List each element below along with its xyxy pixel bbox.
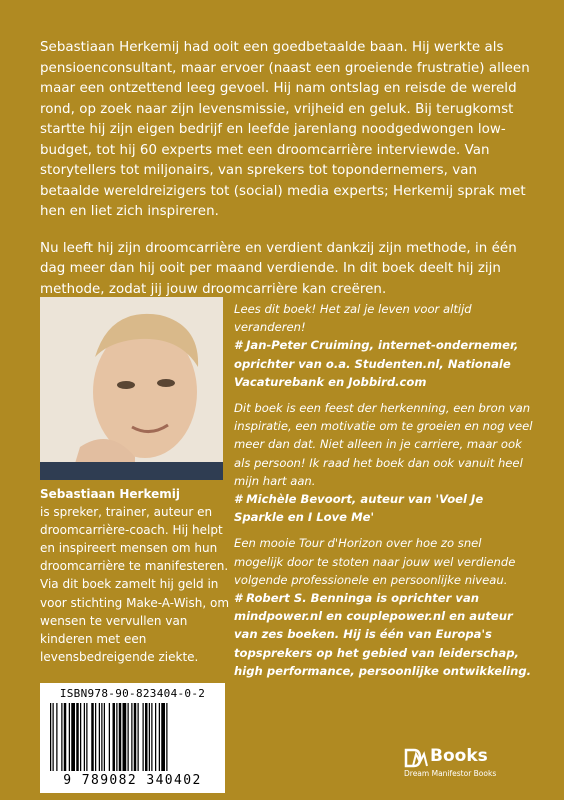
barcode-bar — [134, 703, 137, 771]
barcode-bar — [145, 703, 148, 771]
testimonial-text: Een mooie Tour d'Horizon over hoe zo snel mogelijk door te stoten naar jouw wel verdiende volgende professionele en persoonlijke niveau. — [234, 536, 516, 587]
barcode-bar — [71, 703, 75, 771]
barcode-bar — [166, 703, 167, 771]
blurb-paragraph-2: Nu leeft hij zijn droomcarrière en verdient dankzij zijn methode, in één dag meer dan hij ooit per maand verdiende. In dit boek deelt hij zijn methode, zodat jij jouw droomcarrière kan creëren. — [40, 240, 517, 297]
barcode-bar — [151, 703, 152, 771]
barcode-bar — [128, 703, 129, 771]
testimonial-attribution: # Michèle Bevoort, auteur van 'Voel Je Sparkle en I Love Me' — [234, 492, 484, 525]
back-cover-blurb — [40, 38, 530, 316]
barcode-bar — [131, 703, 132, 771]
testimonial — [234, 534, 534, 680]
barcode-bar — [119, 703, 122, 771]
testimonial-text: Lees dit boek! Het zal je leven voor altijd veranderen! — [234, 302, 472, 335]
barcode-bar — [50, 703, 51, 771]
testimonial — [234, 300, 534, 391]
publisher-logo — [404, 746, 524, 786]
barcode-bar — [101, 703, 102, 771]
testimonial-text: Dit boek is een feest der herkenning, een bron van inspiratie, een motivatie om te groeien en nog veel meer dan dat. Niet alleen in je carriere, maar ook als persoon! Ik raad het boek dan ook vanuit heel mijn hart aan. — [234, 401, 533, 488]
barcode-bar — [69, 703, 70, 771]
barcode-bar — [123, 703, 127, 771]
isbn-text: ISBN978-90-823404-0-2 — [59, 687, 206, 700]
author-name: Sebastiaan Herkemij — [40, 487, 181, 501]
testimonial-attribution: # Robert S. Benninga is oprichter van mindpower.nl en couplepower.nl en auteur van zes boeken. Hij is één van Europa's topsprekers op het gebied van leiderschap, high performance, persoonlijke ontwikkeling. — [234, 591, 532, 678]
barcode-bar — [84, 703, 85, 771]
testimonial-attribution: # Jan-Peter Cruiming, internet-ondernemer, oprichter van o.a. Studenten.nl, Nationale Vacaturebank en Jobbird.com — [234, 338, 519, 389]
barcode-bars — [50, 703, 215, 771]
barcode-bar — [159, 703, 160, 771]
barcode-bar — [143, 703, 144, 771]
dm-logo-icon — [404, 748, 428, 768]
author-photo — [40, 297, 223, 480]
barcode-bar — [138, 703, 139, 771]
ean-number: 9 789082 340402 — [63, 773, 202, 788]
author-bio-line-1: is spreker, trainer, auteur en droomcarrière-coach. Hij helpt en inspireert mensen om hun droomcarrière te manifesteren. — [40, 505, 229, 574]
barcode-bar — [80, 703, 81, 771]
barcode-bar — [99, 703, 100, 771]
barcode-bar — [161, 703, 165, 771]
barcode-bar — [61, 703, 62, 771]
author-bio-line-2: Via dit boek zamelt hij geld in voor stichting Make-A-Wish, om wensen te vervullen van kinderen met een levensbedreigende ziekte. — [40, 577, 230, 664]
barcode-bar — [155, 703, 156, 771]
publisher-tagline: Dream Manifestor Books — [404, 769, 497, 778]
publisher-brand: Books — [430, 746, 488, 766]
isbn-barcode — [40, 683, 225, 793]
barcode-bar — [109, 703, 110, 771]
barcode-bar — [53, 703, 54, 771]
barcode-bar — [149, 703, 150, 771]
barcode-bar — [113, 703, 116, 771]
blurb-paragraph-1: Sebastiaan Herkemij had ooit een goedbetaalde baan. Hij werkte als pensioenconsultant, maar ervoer (naast een groeiende frustratie) alleen maar een ontzettend leeg gevoel. Hij nam ontslag en reisde de wereld rond, op zoek naar zijn levensmissie, vrijheid en geluk. Bij terugkomst startte hij zijn eigen bedrijf en leefde jarenlang noodgedwongen low-budget, tot hij 60 experts met een droomcarrière interviewde. Van storytellers tot miljonairs, van sprekers tot topondernemers, van betaalde wereldreizigers tot (social) media experts; Herkemij sprak met hen en liet zich inspireren. — [40, 40, 530, 219]
barcode-bar — [104, 703, 105, 771]
barcode-bar — [91, 703, 94, 771]
barcode-bar — [64, 703, 67, 771]
barcode-bar — [76, 703, 79, 771]
testimonials — [234, 300, 534, 688]
barcode-bar — [56, 703, 57, 771]
barcode-bar — [86, 703, 87, 771]
barcode-bar — [95, 703, 96, 771]
barcode-bar — [116, 703, 117, 771]
author-bio — [40, 485, 230, 666]
testimonial — [234, 399, 534, 526]
